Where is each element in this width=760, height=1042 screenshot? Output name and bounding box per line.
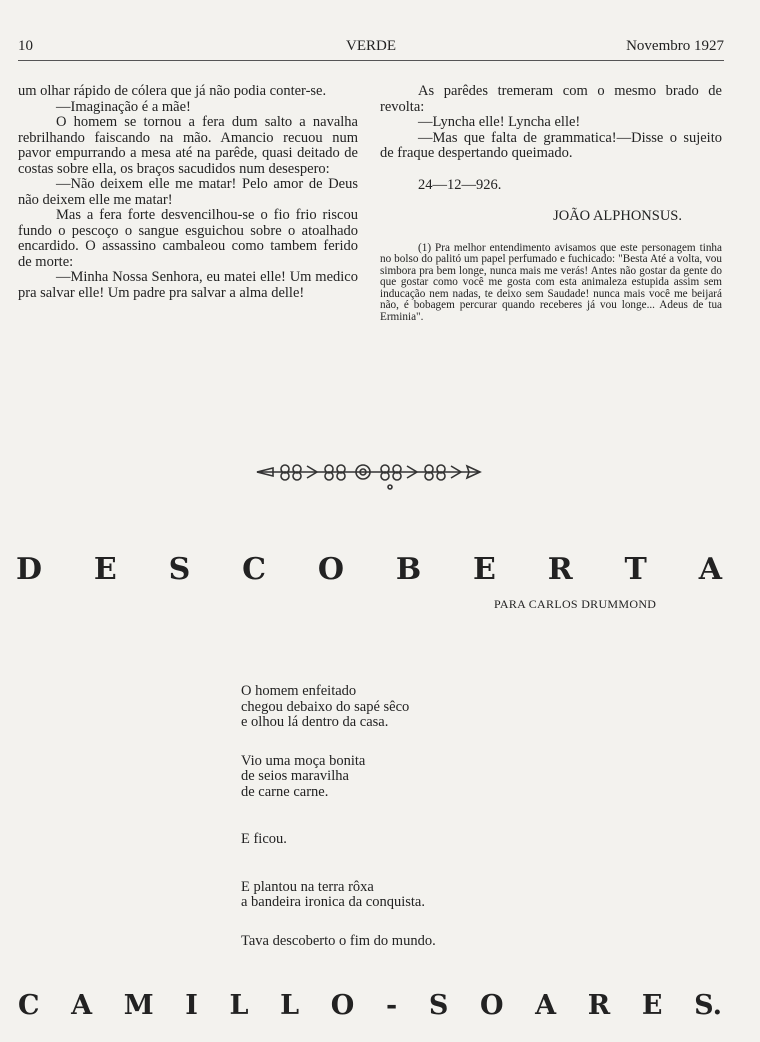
poem-body [241,684,436,972]
author-letter: R [587,990,611,1021]
author-letter: - [385,990,398,1021]
stanza [241,934,436,950]
poem-line: de seios maravilha [241,768,349,784]
author-letter: M [123,990,154,1021]
page-header [18,38,724,61]
poem-line: O homem enfeitado [241,683,357,699]
stanza [241,754,436,801]
paragraph: —Imaginação é a mãe! [56,98,191,115]
title-letter: R [547,552,573,587]
dedication: PARA CARLOS DRUMMOND [494,597,657,611]
issue-date: Novembro 1927 [626,38,724,54]
title-letter: T [624,552,647,587]
footnote: (1) Pra melhor entendimento avisamos que este personagem tinha no bolso do palitó um papel perfumado e fuchicado: "Besta Até a volta, vou simbora pra bem longe, nunca mais me verás! Antes não gostar da gente do que gostar como você me gosta com esta animaleza estupida assim sem inducação nem nadas, te deixo sem Saudade! nunca mais você me beijará não, é bobagem percurar quando receberes já vou longe... Adeus de tua Erminia". [380,241,722,323]
title-letter: B [395,552,422,587]
paragraph: O homem se tornou a fera dum salto a navalha rebrilhando faiscando na mão. Amancio recuou num pavor empurrando a mesa até na parêde, quasi deitado de costas sobre ella, os braços sacudidos num desespero: [18,114,358,177]
title-letter: A [698,552,722,587]
poem-line: Vio uma moça bonita [241,752,366,769]
title-letter: E [473,552,496,587]
magazine-title: VERDE [346,38,396,54]
author-letter: A [535,990,557,1021]
author-letter: I [185,990,198,1021]
title-letter: E [93,552,117,587]
paragraph: —Mas que falta de grammatica!—Disse o sujeito de fraque despertando queimado. [380,129,722,161]
author-letter: O [330,990,355,1021]
author-letter: L [280,990,300,1021]
author-letter: S [428,990,449,1021]
date-line: 24—12—926. [418,176,502,193]
stanza [241,684,436,731]
author-letter: E [641,990,663,1021]
author-letter: C [18,990,40,1021]
poem-author [18,990,722,1021]
author-letter: A [71,990,93,1021]
paragraph: Mas a fera forte desvencilhou-se o fio frio riscou fundo o pescoço o sangue esguichou sobre o atoalhado encardido. O assassino cambaleou como tambem ferido de morte: [18,207,358,270]
title-letter: D [16,552,43,587]
poem-line: E ficou. [241,831,287,847]
right-column [380,84,722,323]
stanza [241,880,436,911]
poem-line: Tava descoberto o fim do mundo. [241,932,436,949]
author-signature: JOÃO ALPHONSUS. [553,208,682,224]
title-letter: S [168,552,191,587]
paragraph: —Lyncha elle! Lyncha elle! [418,114,581,130]
title-letter: O [317,552,344,587]
poem-line: a bandeira ironica da conquista. [241,894,425,910]
poem-line: de carne carne. [241,783,329,800]
paragraph: —Minha Nossa Senhora, eu matei elle! Um medico pra salvar elle! Um padre pra salvar a alma delle! [18,269,358,301]
author-letter: S. [694,990,722,1021]
poem-title [16,552,722,587]
paragraph: —Não deixem elle me matar! Pelo amor de Deus não deixem elle me matar! [18,176,358,208]
poem-line: E plantou na terra rôxa [241,878,374,895]
page-number: 10 [18,38,33,54]
paragraph: um olhar rápido de cólera que já não podia conter-se. [18,83,327,99]
left-column [18,84,358,301]
poem-line: chegou debaixo do sapé sêco [241,698,410,715]
paragraph: As parêdes tremeram com o mesmo brado de revolta: [380,83,722,115]
author-letter: L [229,990,249,1021]
title-letter: C [242,552,266,587]
author-letter: O [479,990,504,1021]
ornament-divider [255,458,485,492]
stanza [241,832,436,848]
poem-line: e olhou lá dentro da casa. [241,714,389,730]
